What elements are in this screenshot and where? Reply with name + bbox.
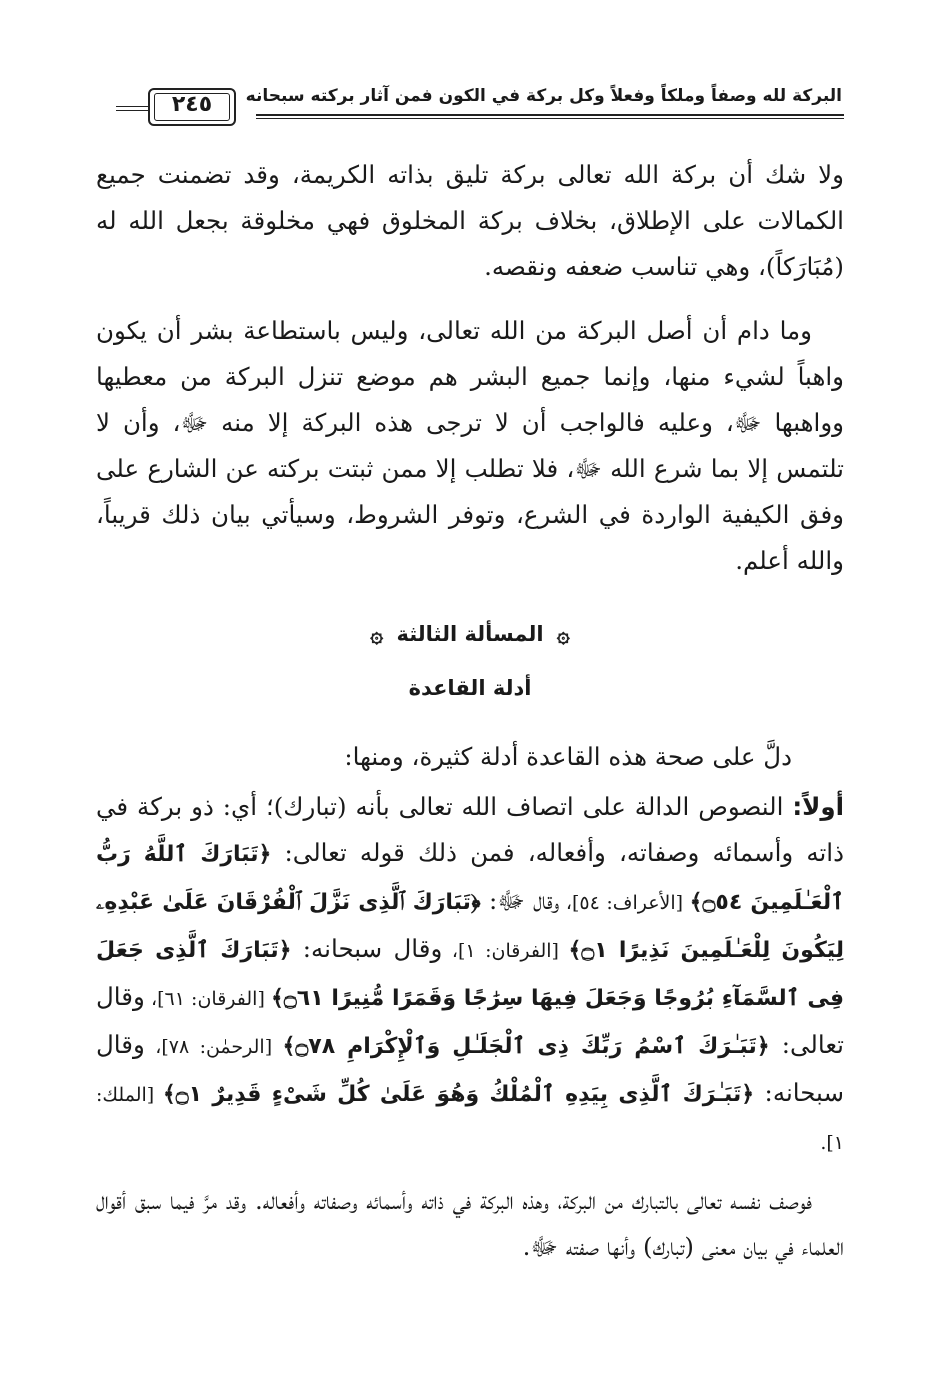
book-page [96,72,844,1270]
quran-verse: ﴿تَبَارَكَ ٱللَّهُ رَبُّ ٱلْعَـٰلَمِينَ ۝٥٤﴾ [96,842,845,915]
ornament-icon: ۞ [370,622,384,648]
intro-line: دلَّ على صحة هذه القاعدة أدلة كثيرة، ومنها: [344,742,792,771]
page-header [96,72,844,122]
verse-reference: [الملك: ١]. [96,1084,844,1154]
page-number-frame [148,88,236,126]
running-title: البركة لله وصفاً وملكاً وفعلاً وكل بركة في الكون فمن آثار بركته سبحانه [245,86,842,106]
verse-reference: [الأعراف: ٥٤]، [559,892,690,914]
text-run: النصوص الدالة على اتصاف الله تعالى بأنه (تبارك)؛ أي: ذو بركة في ذاته وأسمائه وصفاته، وأفعاله، فمن ذلك قوله تعالى: [96,792,844,867]
verse-reference: [الفرقان: ١]، [442,940,569,962]
sub-heading: أدلة القاعدة [408,676,532,700]
quran-verse: ﴿تَبَارَكَ ٱلَّذِى جَعَلَ فِى ٱلسَّمَآءِ بُرُوجًا وَجَعَلَ فِيهَا سِرَٰجًا وَقَمَرًا مُّنِيرًا ۝٦١﴾ [96,938,844,1011]
verse-reference: [الفرقان: ٦١]، [144,988,272,1010]
paragraph-1: ولا شك أن بركة الله تعالى بركة تليق بذاته الكريمة، وقد تضمنت جميع الكمالات على الإطلاق، بخلاف بركة المخلوق فهي مخلوقة بجعل الله له (مُبَارَكاً)، وهي تناسب ضعفه ونقصه. [96,160,844,281]
paragraph-conclusion: فوصف نفسه تعالى بالتبارك من البركة، وهذه البركة في ذاته وأسمائه وصفاته وأفعاله. وقد مرَّ فيما سبق أقوال العلماء في بيان معنى (تبارك) وأنها صفته ﷻ. [96,1186,844,1261]
page-number: ٢٤٥ [171,92,213,117]
header-rule [256,114,844,116]
section-heading [96,622,844,662]
header-rule-thin [256,118,844,119]
text-run: وقال ﷻ: [480,886,560,915]
text-run: وقال سبحانه: [291,934,443,963]
first-word: أولاً: [792,792,844,821]
paragraph-2: وما دام أن أصل البركة من الله تعالى، وليس باستطاعة بشر أن يكون واهباً لشيء منها، وإنما جميع البشر هم موضع تنزل البركة من معطيها وواهبها ﷻ، وعليه فالواجب أن لا ترجى هذه البركة إلا منه ﷻ، وأن لا تلتمس إلا بما شرع الله ﷻ، فلا تطلب إلا ممن ثبتت بركته عن الشارع على وفق الكيفية الواردة في الشرع، وتوفر الشروط، وسيأتي بيان ذلك قريباً، والله أعلم. [96,316,844,575]
quran-verse: ﴿تَبَـٰرَكَ ٱلَّذِى بِيَدِهِ ٱلْمُلْكُ وَهُوَ عَلَىٰ كُلِّ شَىْءٍ قَدِيرٌ ۝١﴾ [162,1082,755,1107]
text-run: وقال سبحانه: [96,1030,844,1107]
verse-reference: [الرحمٰن: ٧٨]، [144,1036,283,1058]
section-heading-text: المسألة الثالثة [396,622,544,646]
paragraph-evidence [96,784,844,1166]
page-number-ornament-lines [116,106,148,114]
text-run: وقال تعالى: [96,982,844,1059]
ornament-icon: ۞ [556,622,570,648]
quran-verse: ﴿تَبَـٰرَكَ ٱسْمُ رَبِّكَ ذِى ٱلْجَلَـٰلِ وَٱلْإِكْرَامِ ۝٧٨﴾ [282,1034,770,1059]
quran-verse: ﴿تَبَارَكَ ٱلَّذِى نَزَّلَ ٱلْفُرْقَانَ عَلَىٰ عَبْدِهِۦ لِيَكُونَ لِلْعَـٰلَمِينَ نَذِيرًا ۝١﴾ [96,890,844,963]
